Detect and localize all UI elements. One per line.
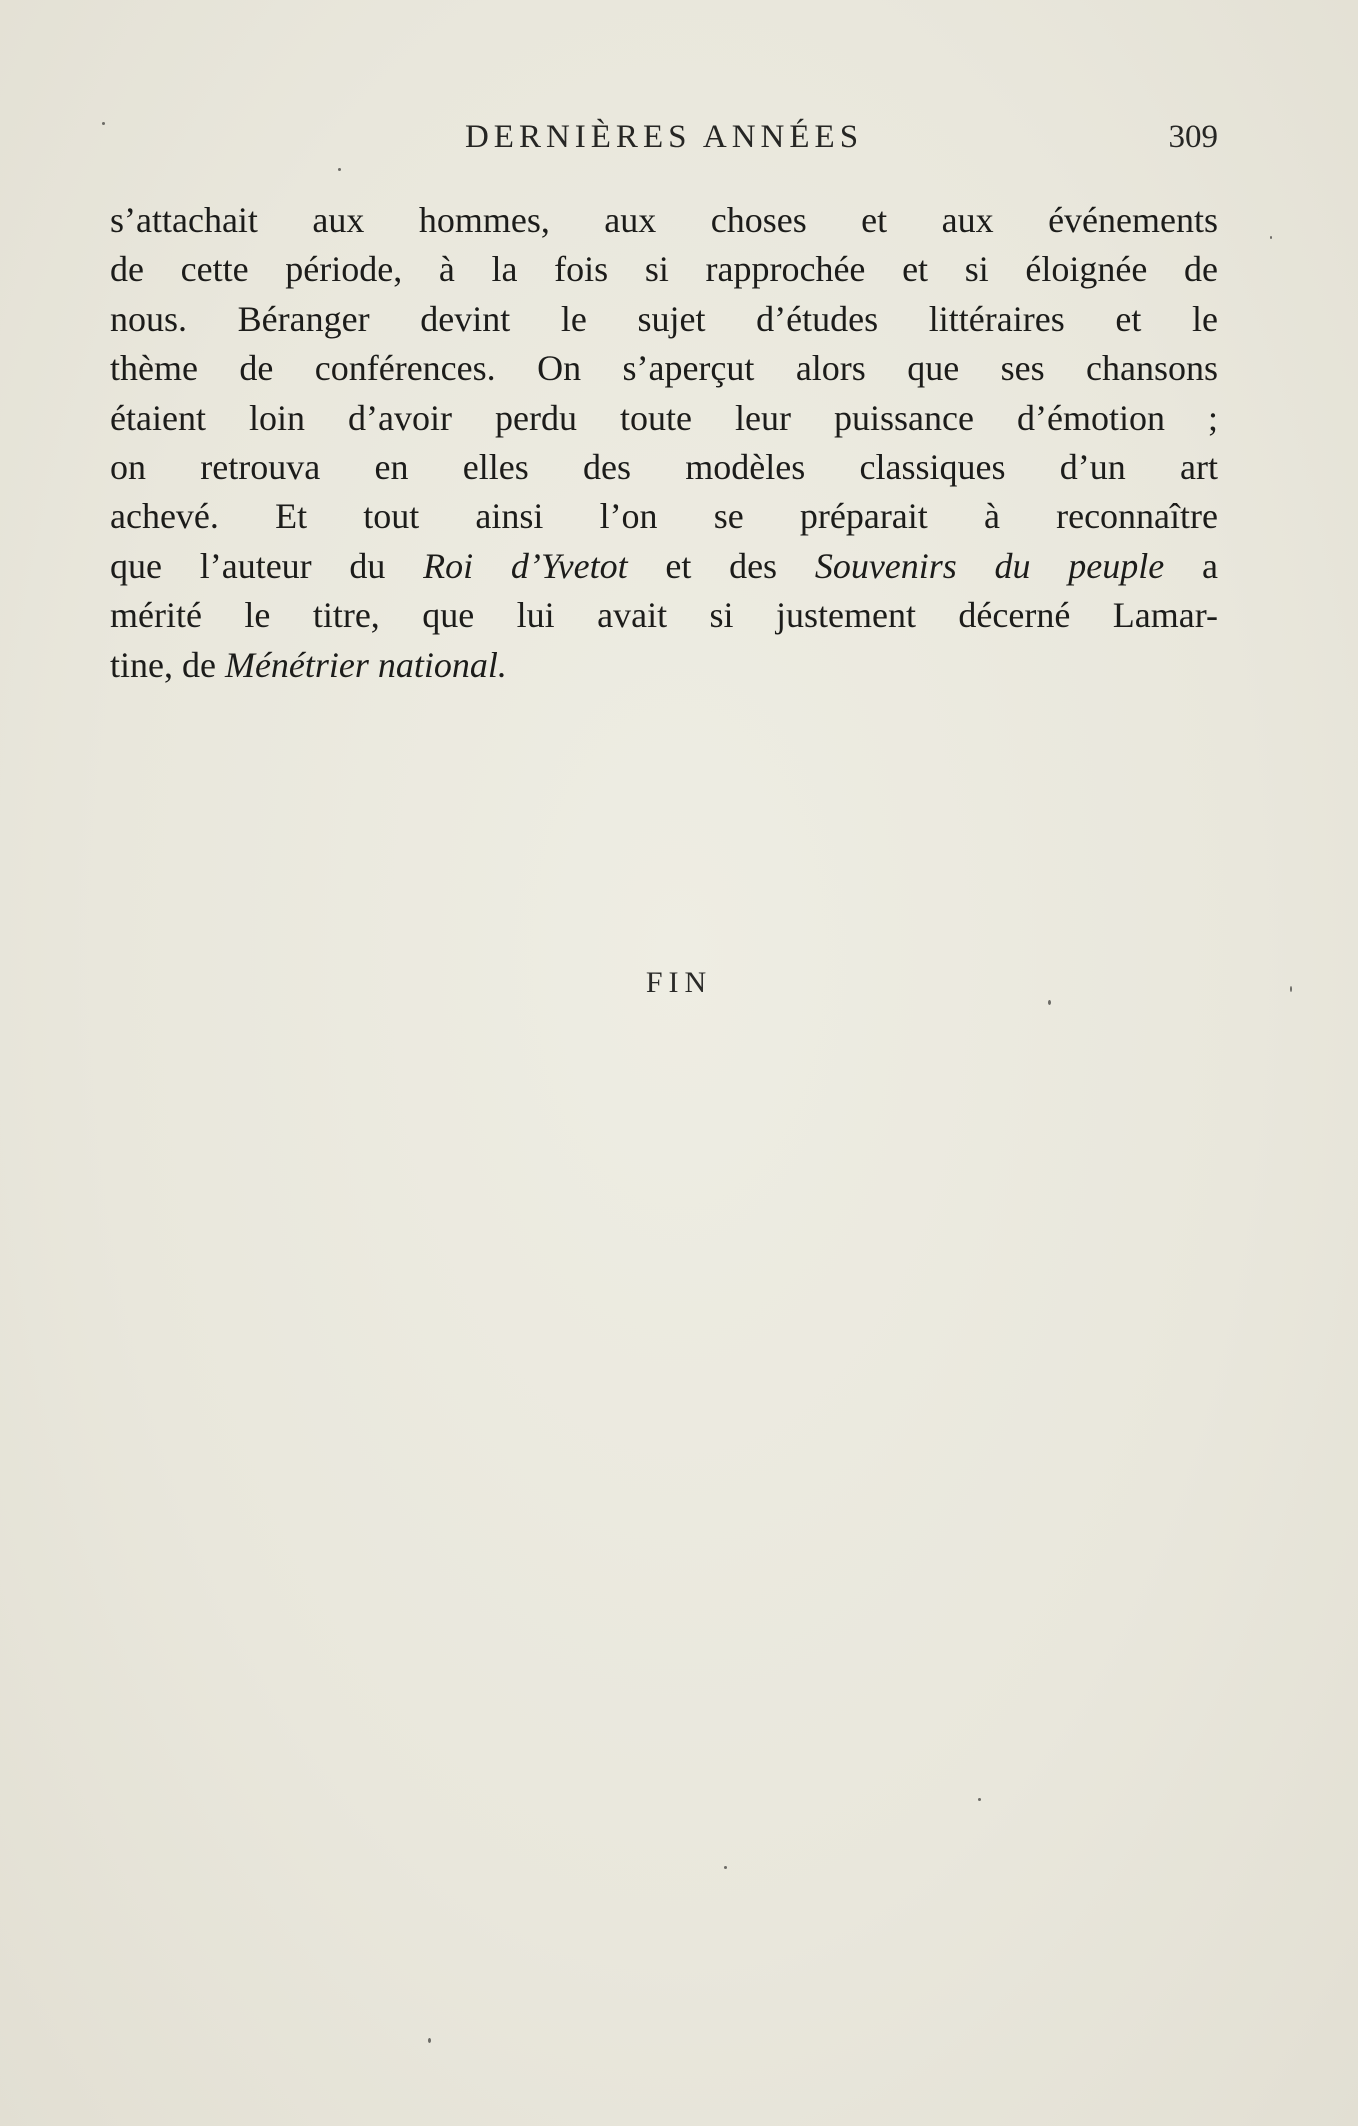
- text-line: [110, 641, 1218, 690]
- text-run: achevé. Et tout ainsi l’on se préparait à reconnaître: [110, 496, 1218, 537]
- text-line: [110, 542, 1218, 591]
- text-line: [110, 591, 1218, 640]
- text-line: [110, 245, 1218, 294]
- text-run: étaient loin d’avoir perdu toute leur puissance d’émotion ;: [110, 397, 1218, 438]
- paper-speck: [1270, 236, 1272, 239]
- running-head: [110, 112, 1218, 162]
- paper-speck: [428, 2038, 431, 2043]
- text-line: [110, 295, 1218, 344]
- paper-speck: [724, 1866, 727, 1869]
- italic-title: Roi d’Yvetot: [423, 545, 628, 586]
- text-run: a: [1164, 545, 1219, 586]
- paper-speck: [338, 168, 341, 171]
- text-run: que l’auteur du: [110, 545, 424, 586]
- paper-speck: [978, 1798, 981, 1801]
- italic-title: Souvenirs du peuple: [814, 545, 1165, 586]
- text-run: tine, de: [110, 644, 225, 685]
- text-line: [110, 492, 1218, 541]
- paper-speck: [1048, 1000, 1051, 1005]
- text-run: de cette période, à la fois si rapprochée et si éloignée de: [110, 249, 1218, 290]
- text-line: [110, 443, 1218, 492]
- paper-speck: [102, 122, 105, 125]
- body-text: [110, 196, 1218, 690]
- text-run: mérité le titre, que lui avait si justement décerné Lamar-: [110, 595, 1218, 636]
- text-run: s’attachait aux hommes, aux choses et aux événements: [110, 200, 1218, 240]
- text-line: [110, 196, 1218, 245]
- end-mark: FIN: [645, 966, 713, 999]
- text-line: [110, 394, 1218, 443]
- text-line: [110, 344, 1218, 393]
- running-title: DERNIÈRES ANNÉES: [464, 119, 864, 155]
- text-run: thème de conférences. On s’aperçut alors que ses chansons: [110, 348, 1218, 389]
- italic-title: Ménétrier national.: [224, 644, 507, 685]
- text-run: on retrouva en elles des modèles classiques d’un art: [110, 446, 1218, 487]
- text-run: nous. Béranger devint le sujet d’études littéraires et le: [110, 298, 1218, 339]
- page-number: 309: [1168, 119, 1218, 155]
- text-run: et des: [627, 545, 815, 586]
- paper-speck: [1290, 986, 1292, 992]
